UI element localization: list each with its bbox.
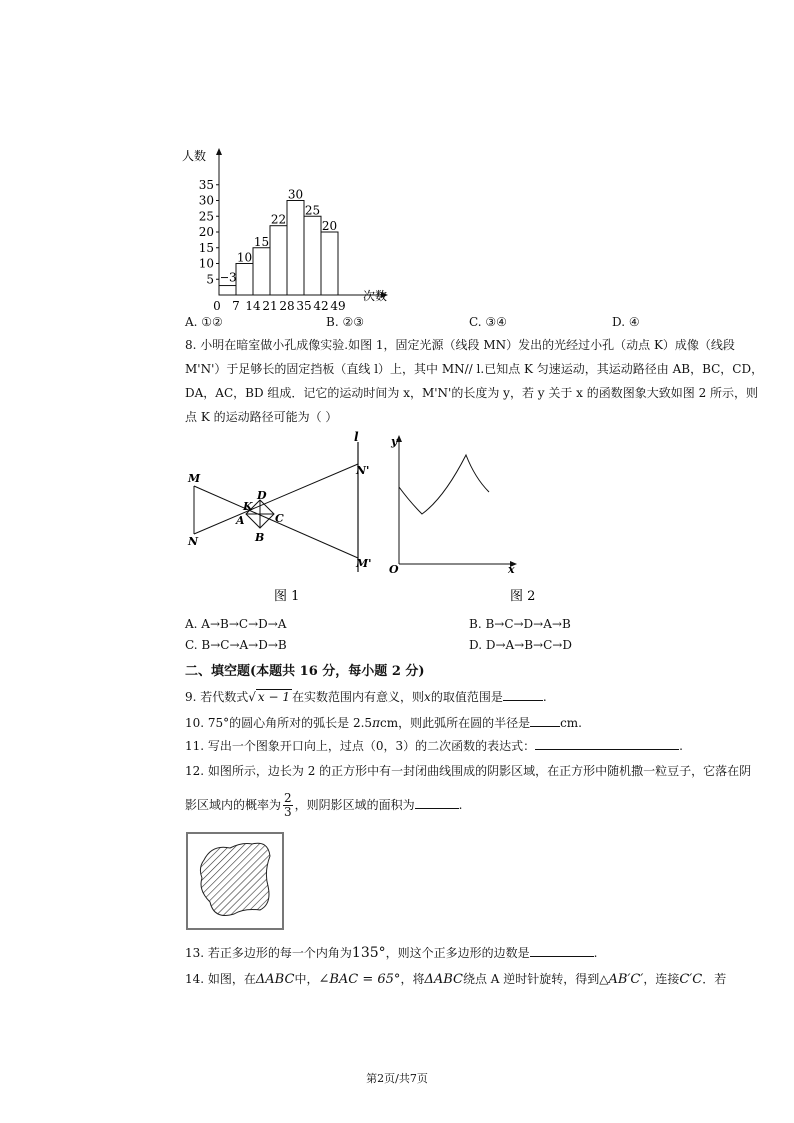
q12-end: . bbox=[458, 798, 463, 812]
q14 bbox=[185, 968, 726, 991]
q14-angle: ∠BAC = 65° bbox=[318, 972, 401, 987]
q8-line1: 8. 小明在暗室做小孔成像实验.如图 1，固定光源（线段 MN）发出的光经过小孔（动点 K）成像（线段 bbox=[185, 338, 735, 352]
histogram-x-tick-label: 28 bbox=[279, 299, 295, 313]
histogram-bar bbox=[219, 286, 236, 295]
histogram-chart bbox=[175, 140, 405, 313]
label-Mp: M' bbox=[356, 557, 372, 570]
label-M: M bbox=[188, 472, 201, 485]
histogram-bar bbox=[287, 201, 304, 296]
q14-p6: ．若 bbox=[702, 972, 727, 986]
q14-seg: C′C bbox=[679, 972, 703, 987]
q9-end: . bbox=[542, 690, 547, 704]
histogram-bar bbox=[270, 226, 287, 295]
page-footer: 第2页/共7页 bbox=[366, 1072, 428, 1085]
q13 bbox=[185, 942, 597, 964]
label-D: D bbox=[257, 489, 267, 502]
q13-blank bbox=[530, 944, 594, 957]
histogram-x-tick-label: 14 bbox=[245, 299, 261, 313]
q14-tri2: ΔABC bbox=[424, 972, 463, 987]
q12-line1: 12. 如图所示，边长为 2 的正方形中有一封闭曲线围成的阴影区域，在正方形中随机撒一粒豆子，它落在阴 bbox=[185, 764, 752, 778]
fig2-label-O: O bbox=[389, 563, 399, 576]
q10 bbox=[185, 712, 582, 734]
fig2-curve bbox=[399, 455, 489, 514]
q8-option-a: A. A→B→C→D→A bbox=[185, 617, 287, 631]
q12-blank bbox=[415, 796, 459, 809]
q7-option-d: D. ④ bbox=[612, 315, 640, 329]
q7-option-c: C. ③④ bbox=[469, 315, 507, 329]
q12-line2b: ，则阴影区域的面积为 bbox=[294, 798, 415, 812]
q12-figure bbox=[186, 832, 286, 932]
q14-p5: ，连接 bbox=[643, 972, 680, 986]
histogram-x-tick-label: 42 bbox=[313, 299, 329, 313]
label-B: B bbox=[255, 531, 265, 544]
q10-end: cm. bbox=[560, 716, 582, 730]
histogram-bar bbox=[304, 216, 321, 295]
q11-text: 11. 写出一个图象开口向上，过点（0，3）的二次函数的表达式： bbox=[185, 739, 536, 753]
q14-tri1: ΔABC bbox=[255, 972, 295, 987]
histogram-ylabel: 人数 bbox=[182, 149, 207, 163]
q10-rest: cm，则此弧所在圆的半径是 bbox=[379, 716, 531, 730]
histogram-bar bbox=[321, 232, 338, 295]
q11 bbox=[185, 735, 683, 757]
q9-sqrt-sign: √ bbox=[248, 690, 256, 704]
q12-line2 bbox=[185, 792, 463, 819]
q12-shaded-region bbox=[200, 843, 270, 915]
figure-2-caption: 图 2 bbox=[510, 589, 536, 604]
histogram-value-label: 15 bbox=[253, 234, 270, 249]
q11-blank bbox=[535, 737, 679, 750]
histogram-value-label: 25 bbox=[304, 203, 321, 218]
q9 bbox=[185, 686, 547, 708]
histogram-x-tick-label: 21 bbox=[262, 299, 278, 313]
figure-2 bbox=[382, 430, 536, 610]
histogram-y-tick-label: 25 bbox=[198, 209, 214, 224]
q14-tri3: AB′C′ bbox=[608, 972, 644, 987]
histogram-value-label: 22 bbox=[270, 212, 287, 227]
q10-pi: π bbox=[372, 716, 380, 730]
q12-denominator: 3 bbox=[284, 805, 292, 819]
figure-1 bbox=[182, 430, 382, 610]
q11-end: . bbox=[679, 739, 683, 753]
q8-line4: 点 K 的运动路径可能为（ ） bbox=[185, 410, 338, 424]
q9-middle: 在实数范围内有意义，则 bbox=[292, 690, 425, 704]
q7-option-b: B. ②③ bbox=[326, 315, 364, 329]
q12-line2a: 影区域内的概率为 bbox=[185, 798, 282, 812]
q14-p4: 绕点 A 逆时针旋转，得到△ bbox=[462, 972, 609, 986]
histogram-y-tick-label: 10 bbox=[198, 256, 214, 271]
q7-option-a: A. ①② bbox=[185, 315, 223, 329]
label-C: C bbox=[275, 512, 284, 525]
histogram-x-tick-label: 7 bbox=[232, 299, 240, 313]
q14-p3: ，将 bbox=[400, 972, 425, 986]
histogram-x-tick-label: 35 bbox=[296, 299, 312, 313]
q8-option-c: C. B→C→A→D→B bbox=[185, 638, 287, 652]
q14-p1: 14. 如图，在 bbox=[185, 972, 256, 986]
section-2-title: 二、填空题(本题共 16 分，每小题 2 分) bbox=[185, 664, 425, 679]
q9-radicand: x − 1 bbox=[257, 690, 291, 704]
histogram-y-tick-label: 30 bbox=[198, 193, 214, 208]
figure-1-caption: 图 1 bbox=[274, 589, 300, 604]
q8-option-d: D. D→A→B→C→D bbox=[469, 638, 572, 652]
q13-angle: 135° bbox=[351, 945, 386, 961]
q10-text: 10. 75°的圆心角所对的弧长是 2.5 bbox=[185, 716, 373, 730]
q9-prefix: 9. 若代数式 bbox=[185, 690, 249, 704]
label-N: N bbox=[188, 535, 199, 548]
label-A: A bbox=[236, 514, 245, 527]
q8-option-b: B. B→C→D→A→B bbox=[469, 617, 571, 631]
q13-rest: ，则这个正多边形的边数是 bbox=[385, 946, 530, 960]
q13-end: . bbox=[593, 946, 598, 960]
histogram-y-tick-label: 35 bbox=[198, 177, 214, 192]
q13-text: 13. 若正多边形的每一个内角为 bbox=[185, 946, 352, 960]
histogram-value-label: 3 bbox=[229, 270, 237, 285]
label-l: l bbox=[354, 430, 359, 444]
q8-line2: M'N'）于足够长的固定挡板（直线 l）上，其中 MN// l.已知点 K 匀速运动，其运动路径由 AB，BC，CD， bbox=[185, 362, 764, 376]
label-Np: N' bbox=[356, 464, 370, 477]
histogram-value-label: 10 bbox=[236, 250, 253, 265]
q12-numerator: 2 bbox=[284, 791, 292, 805]
histogram-x-tick-label: 49 bbox=[330, 299, 346, 313]
histogram-value-label: 30 bbox=[287, 187, 304, 202]
histogram-bar bbox=[253, 248, 270, 295]
histogram-xlabel: 次数 bbox=[363, 289, 388, 303]
histogram-y-tick-label: 5 bbox=[206, 272, 214, 287]
histogram-y-tick-label: 20 bbox=[198, 225, 214, 239]
histogram-bar bbox=[236, 264, 253, 296]
q12-fraction bbox=[283, 792, 293, 819]
histogram-y-arrow bbox=[216, 148, 222, 155]
q10-blank bbox=[530, 714, 560, 727]
q9-sqrt bbox=[248, 686, 292, 708]
q9-suffix: 的取值范围是 bbox=[430, 690, 503, 704]
histogram-x-tick-label: 0 bbox=[213, 299, 221, 313]
q9-var: x bbox=[424, 690, 431, 704]
q8-line3: DA，AC，BD 组成．记它的运动时间为 x，M'N'的长度为 y，若 y 关于 x 的函数图象大致如图 2 所示，则 bbox=[185, 386, 759, 400]
histogram-value-label: 20 bbox=[321, 219, 338, 233]
q9-blank bbox=[503, 688, 543, 701]
histogram-y-tick-label: 15 bbox=[198, 240, 214, 255]
fig2-label-y: y bbox=[391, 435, 398, 448]
q14-p2: 中， bbox=[294, 972, 319, 986]
label-K: K bbox=[243, 500, 253, 513]
fig2-label-x: x bbox=[508, 563, 515, 576]
